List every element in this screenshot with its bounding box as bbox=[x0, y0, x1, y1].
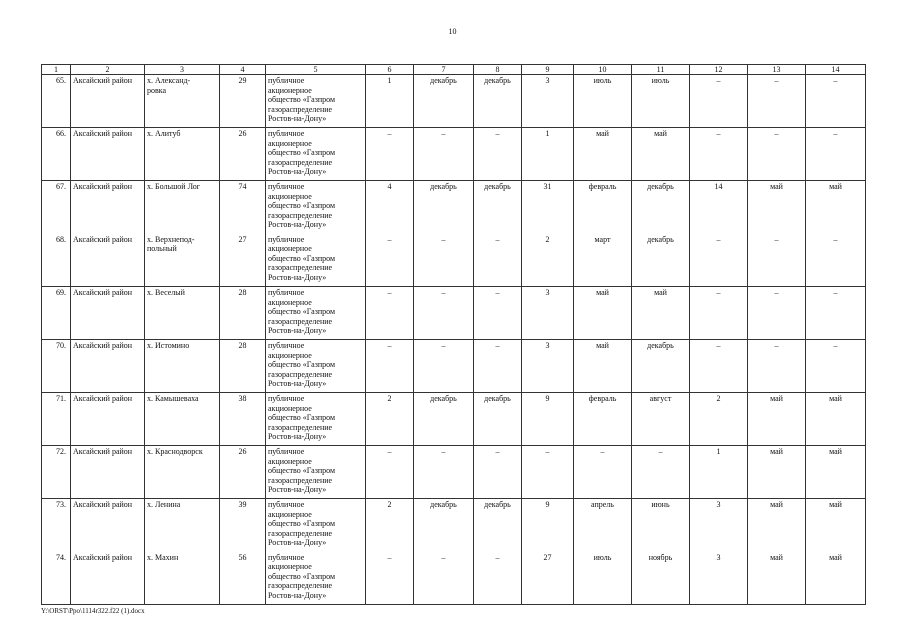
row-number: 65. bbox=[42, 75, 71, 128]
month-cell: май bbox=[748, 181, 806, 234]
month-cell: – bbox=[748, 75, 806, 128]
value-cell: 2 bbox=[690, 393, 748, 446]
count-cell: 27 bbox=[220, 234, 266, 287]
month-cell: декабрь bbox=[632, 340, 690, 393]
month-cell: – bbox=[748, 234, 806, 287]
row-number: 71. bbox=[42, 393, 71, 446]
value-cell: – bbox=[690, 128, 748, 181]
value-cell: – bbox=[366, 128, 414, 181]
month-cell: – bbox=[414, 446, 474, 499]
row-number: 68. bbox=[42, 234, 71, 287]
district-cell: Аксайский район bbox=[71, 340, 145, 393]
month-cell: – bbox=[474, 128, 522, 181]
count-cell: 26 bbox=[220, 446, 266, 499]
column-header: 13 bbox=[748, 65, 806, 75]
organization-cell: публичное акционерное общество «Газпром газораспределение Ростов-на-Дону» bbox=[266, 499, 366, 552]
page-number: 10 bbox=[448, 27, 457, 36]
file-path-footer: Y:\ORST\Ppo\1114r322.f22 (1).docx bbox=[41, 607, 145, 615]
month-cell: май bbox=[748, 393, 806, 446]
table-row bbox=[42, 552, 866, 605]
value-cell: – bbox=[366, 287, 414, 340]
settlement-cell: х. Камышеваха bbox=[145, 393, 220, 446]
month-cell: – bbox=[806, 287, 866, 340]
month-cell: – bbox=[414, 234, 474, 287]
table-row bbox=[42, 128, 866, 181]
month-cell: – bbox=[806, 75, 866, 128]
value-cell: 14 bbox=[690, 181, 748, 234]
value-cell: 2 bbox=[366, 499, 414, 552]
month-cell: – bbox=[806, 128, 866, 181]
settlement-cell: х. Большой Лог bbox=[145, 181, 220, 234]
month-cell: – bbox=[414, 128, 474, 181]
month-cell: – bbox=[748, 340, 806, 393]
header-row bbox=[42, 65, 866, 75]
month-cell: май bbox=[748, 552, 806, 605]
month-cell: – bbox=[806, 234, 866, 287]
settlement-cell: х. Ленина bbox=[145, 499, 220, 552]
table-row bbox=[42, 287, 866, 340]
month-cell: – bbox=[748, 287, 806, 340]
column-header: 5 bbox=[266, 65, 366, 75]
organization-cell: публичное акционерное общество «Газпром газораспределение Ростов-на-Дону» bbox=[266, 181, 366, 234]
value-cell: 9 bbox=[522, 499, 574, 552]
month-cell: декабрь bbox=[414, 75, 474, 128]
value-cell: 3 bbox=[522, 75, 574, 128]
month-cell: – bbox=[414, 552, 474, 605]
month-cell: декабрь bbox=[474, 393, 522, 446]
value-cell: 3 bbox=[690, 552, 748, 605]
table-row bbox=[42, 181, 866, 234]
row-number: 66. bbox=[42, 128, 71, 181]
month-cell: май bbox=[806, 181, 866, 234]
column-header: 12 bbox=[690, 65, 748, 75]
value-cell: – bbox=[366, 552, 414, 605]
month-cell: май bbox=[806, 499, 866, 552]
value-cell: – bbox=[690, 287, 748, 340]
table-row bbox=[42, 340, 866, 393]
settlement-cell: х. Александ- ровка bbox=[145, 75, 220, 128]
organization-cell: публичное акционерное общество «Газпром газораспределение Ростов-на-Дону» bbox=[266, 234, 366, 287]
month-cell: июль bbox=[632, 75, 690, 128]
value-cell: 2 bbox=[366, 393, 414, 446]
row-number: 74. bbox=[42, 552, 71, 605]
month-cell: июль bbox=[574, 75, 632, 128]
value-cell: 2 bbox=[522, 234, 574, 287]
column-header: 8 bbox=[474, 65, 522, 75]
column-header: 2 bbox=[71, 65, 145, 75]
district-cell: Аксайский район bbox=[71, 393, 145, 446]
month-cell: август bbox=[632, 393, 690, 446]
month-cell: декабрь bbox=[474, 499, 522, 552]
count-cell: 74 bbox=[220, 181, 266, 234]
district-cell: Аксайский район bbox=[71, 128, 145, 181]
table-row bbox=[42, 393, 866, 446]
column-header: 6 bbox=[366, 65, 414, 75]
month-cell: февраль bbox=[574, 393, 632, 446]
settlement-cell: х. Махин bbox=[145, 552, 220, 605]
month-cell: май bbox=[806, 446, 866, 499]
month-cell: декабрь bbox=[474, 75, 522, 128]
column-header: 7 bbox=[414, 65, 474, 75]
settlement-cell: х. Краснодворск bbox=[145, 446, 220, 499]
month-cell: декабрь bbox=[474, 181, 522, 234]
month-cell: – bbox=[414, 340, 474, 393]
organization-cell: публичное акционерное общество «Газпром газораспределение Ростов-на-Дону» bbox=[266, 446, 366, 499]
month-cell: декабрь bbox=[632, 181, 690, 234]
month-cell: – bbox=[806, 340, 866, 393]
value-cell: 1 bbox=[690, 446, 748, 499]
organization-cell: публичное акционерное общество «Газпром газораспределение Ростов-на-Дону» bbox=[266, 287, 366, 340]
count-cell: 26 bbox=[220, 128, 266, 181]
row-number: 67. bbox=[42, 181, 71, 234]
table-row bbox=[42, 75, 866, 128]
month-cell: декабрь bbox=[414, 499, 474, 552]
value-cell: 27 bbox=[522, 552, 574, 605]
month-cell: апрель bbox=[574, 499, 632, 552]
value-cell: 3 bbox=[522, 287, 574, 340]
month-cell: июль bbox=[574, 552, 632, 605]
organization-cell: публичное акционерное общество «Газпром газораспределение Ростов-на-Дону» bbox=[266, 128, 366, 181]
column-header: 11 bbox=[632, 65, 690, 75]
data-table bbox=[41, 64, 866, 605]
table-row bbox=[42, 234, 866, 287]
month-cell: май bbox=[574, 340, 632, 393]
column-header: 4 bbox=[220, 65, 266, 75]
table-row bbox=[42, 499, 866, 552]
month-cell: май bbox=[806, 552, 866, 605]
value-cell: – bbox=[366, 340, 414, 393]
column-header: 14 bbox=[806, 65, 866, 75]
month-cell: декабрь bbox=[414, 181, 474, 234]
district-cell: Аксайский район bbox=[71, 446, 145, 499]
value-cell: 1 bbox=[366, 75, 414, 128]
value-cell: – bbox=[690, 340, 748, 393]
organization-cell: публичное акционерное общество «Газпром газораспределение Ростов-на-Дону» bbox=[266, 340, 366, 393]
column-header: 9 bbox=[522, 65, 574, 75]
organization-cell: публичное акционерное общество «Газпром газораспределение Ростов-на-Дону» bbox=[266, 393, 366, 446]
value-cell: – bbox=[366, 446, 414, 499]
value-cell: – bbox=[690, 234, 748, 287]
month-cell: – bbox=[474, 552, 522, 605]
value-cell: 3 bbox=[522, 340, 574, 393]
count-cell: 28 bbox=[220, 340, 266, 393]
month-cell: ноябрь bbox=[632, 552, 690, 605]
count-cell: 56 bbox=[220, 552, 266, 605]
month-cell: май bbox=[574, 287, 632, 340]
row-number: 72. bbox=[42, 446, 71, 499]
month-cell: декабрь bbox=[414, 393, 474, 446]
value-cell: 9 bbox=[522, 393, 574, 446]
row-number: 70. bbox=[42, 340, 71, 393]
month-cell: – bbox=[574, 446, 632, 499]
month-cell: – bbox=[474, 446, 522, 499]
count-cell: 38 bbox=[220, 393, 266, 446]
month-cell: март bbox=[574, 234, 632, 287]
month-cell: май bbox=[806, 393, 866, 446]
column-header: 3 bbox=[145, 65, 220, 75]
count-cell: 29 bbox=[220, 75, 266, 128]
district-cell: Аксайский район bbox=[71, 234, 145, 287]
organization-cell: публичное акционерное общество «Газпром газораспределение Ростов-на-Дону» bbox=[266, 552, 366, 605]
settlement-cell: х. Истомино bbox=[145, 340, 220, 393]
settlement-cell: х. Алитуб bbox=[145, 128, 220, 181]
organization-cell: публичное акционерное общество «Газпром газораспределение Ростов-на-Дону» bbox=[266, 75, 366, 128]
value-cell: 4 bbox=[366, 181, 414, 234]
district-cell: Аксайский район bbox=[71, 75, 145, 128]
month-cell: февраль bbox=[574, 181, 632, 234]
district-cell: Аксайский район bbox=[71, 499, 145, 552]
month-cell: – bbox=[474, 234, 522, 287]
settlement-cell: х. Верхнепод- польный bbox=[145, 234, 220, 287]
district-cell: Аксайский район bbox=[71, 287, 145, 340]
month-cell: – bbox=[748, 128, 806, 181]
value-cell: 1 bbox=[522, 128, 574, 181]
month-cell: май bbox=[632, 287, 690, 340]
value-cell: 31 bbox=[522, 181, 574, 234]
month-cell: декабрь bbox=[632, 234, 690, 287]
value-cell: – bbox=[366, 234, 414, 287]
month-cell: май bbox=[574, 128, 632, 181]
month-cell: – bbox=[414, 287, 474, 340]
value-cell: – bbox=[522, 446, 574, 499]
month-cell: – bbox=[474, 340, 522, 393]
district-cell: Аксайский район bbox=[71, 552, 145, 605]
value-cell: 3 bbox=[690, 499, 748, 552]
month-cell: май bbox=[748, 499, 806, 552]
value-cell: – bbox=[690, 75, 748, 128]
count-cell: 28 bbox=[220, 287, 266, 340]
month-cell: май bbox=[632, 128, 690, 181]
month-cell: – bbox=[632, 446, 690, 499]
column-header: 10 bbox=[574, 65, 632, 75]
column-header: 1 bbox=[42, 65, 71, 75]
row-number: 69. bbox=[42, 287, 71, 340]
month-cell: май bbox=[748, 446, 806, 499]
count-cell: 39 bbox=[220, 499, 266, 552]
settlement-cell: х. Веселый bbox=[145, 287, 220, 340]
row-number: 73. bbox=[42, 499, 71, 552]
month-cell: июнь bbox=[632, 499, 690, 552]
month-cell: – bbox=[474, 287, 522, 340]
table-row bbox=[42, 446, 866, 499]
district-cell: Аксайский район bbox=[71, 181, 145, 234]
